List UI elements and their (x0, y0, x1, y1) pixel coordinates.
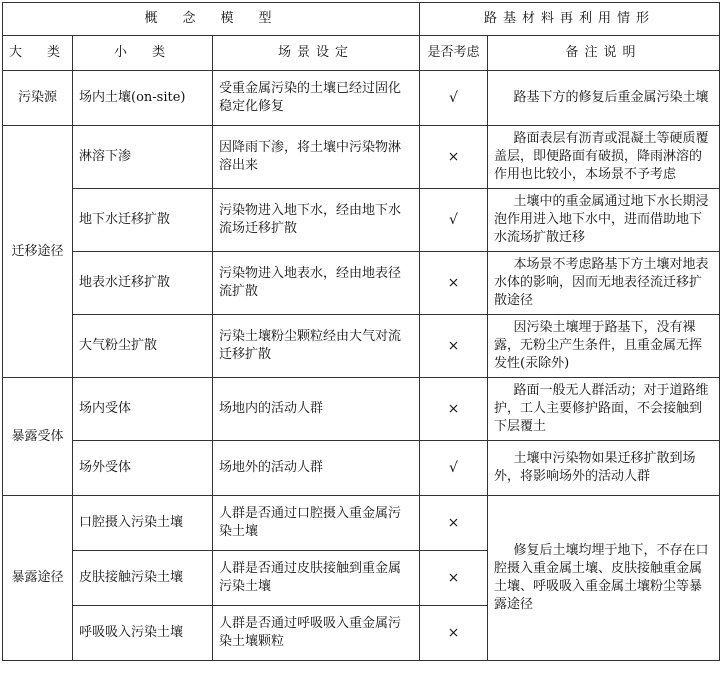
considered-mark: × (420, 606, 488, 661)
considered-mark: × (420, 378, 488, 441)
considered-mark: × (420, 496, 488, 551)
scenario-cell: 人群是否通过皮肤接触到重金属污染土壤 (213, 551, 420, 606)
col-header-considered: 是否考虑 (420, 36, 488, 71)
scenario-cell: 受重金属污染的土壤已经过固化稳定化修复 (213, 71, 420, 126)
minor-category-cell: 皮肤接触污染土壤 (73, 551, 213, 606)
scenario-cell: 人群是否通过呼吸吸入重金属污染土壤颗粒 (213, 606, 420, 661)
minor-category-cell: 场内土壤(on-site) (73, 71, 213, 126)
reuse-situation-header: 路基材料再利用情形 (420, 3, 720, 36)
minor-category-cell: 大气粉尘扩散 (73, 315, 213, 378)
minor-category-cell: 呼吸吸入污染土壤 (73, 606, 213, 661)
table-row (3, 71, 720, 126)
scenario-cell: 污染物进入地下水，经由地下水流场迁移扩散 (213, 189, 420, 252)
major-category-cell: 暴露途径 (3, 496, 73, 661)
note-cell: 路面表层有沥青或混凝土等硬质覆盖层，即便路面有破损，降雨淋溶的作用也比较小，本场景不予考虑 (488, 126, 720, 189)
scenario-cell: 人群是否通过口腔摄入重金属污染土壤 (213, 496, 420, 551)
minor-category-cell: 口腔摄入污染土壤 (73, 496, 213, 551)
considered-mark: × (420, 315, 488, 378)
considered-mark: × (420, 126, 488, 189)
minor-category-cell: 地下水迁移扩散 (73, 189, 213, 252)
table-row (3, 126, 720, 189)
major-category-cell: 暴露受体 (3, 378, 73, 496)
note-cell: 土壤中的重金属通过地下水长期浸泡作用进入地下水中，进而借助地下水流场扩散迁移 (488, 189, 720, 252)
note-cell: 因污染土壤埋于路基下，没有裸露，无粉尘产生条件，且重金属无挥发性(汞除外) (488, 315, 720, 378)
col-header-minor: 小 类 (73, 36, 213, 71)
minor-category-cell: 地表水迁移扩散 (73, 252, 213, 315)
scenario-cell: 场地外的活动人群 (213, 441, 420, 496)
considered-mark: × (420, 551, 488, 606)
note-cell: 路基下方的修复后重金属污染土壤 (488, 71, 720, 126)
minor-category-cell: 场外受体 (73, 441, 213, 496)
scenario-cell: 因降雨下渗，将土壤中污染物淋溶出来 (213, 126, 420, 189)
concept-model-table (2, 2, 720, 661)
table-row (3, 252, 720, 315)
major-category-cell: 污染源 (3, 71, 73, 126)
note-cell: 路面一般无人群活动；对于道路维护，工人主要修护路面，不会接触到下层覆土 (488, 378, 720, 441)
considered-mark: × (420, 252, 488, 315)
col-header-notes: 备注说明 (488, 36, 720, 71)
table-row (3, 378, 720, 441)
major-category-cell: 迁移途径 (3, 126, 73, 378)
scenario-cell: 污染土壤粉尘颗粒经由大气对流迁移扩散 (213, 315, 420, 378)
minor-category-cell: 淋溶下渗 (73, 126, 213, 189)
minor-category-cell: 场内受体 (73, 378, 213, 441)
note-cell: 修复后土壤均埋于地下，不存在口腔摄入重金属土壤、皮肤接触重金属土壤、呼吸吸入重金属土壤粉尘等暴露途径 (488, 496, 720, 661)
considered-mark: √ (420, 189, 488, 252)
col-header-major: 大 类 (3, 36, 73, 71)
table-row (3, 496, 720, 551)
col-header-scenario: 场景设定 (213, 36, 420, 71)
table-row (3, 189, 720, 252)
table-row (3, 441, 720, 496)
note-cell: 土壤中污染物如果迁移扩散到场外，将影响场外的活动人群 (488, 441, 720, 496)
considered-mark: √ (420, 71, 488, 126)
note-cell: 本场景不考虑路基下方土壤对地表水体的影响，因而无地表径流迁移扩散途径 (488, 252, 720, 315)
table-row (3, 315, 720, 378)
considered-mark: √ (420, 441, 488, 496)
concept-model-header: 概 念 模 型 (3, 3, 420, 36)
scenario-cell: 污染物进入地表水，经由地表径流扩散 (213, 252, 420, 315)
scenario-cell: 场地内的活动人群 (213, 378, 420, 441)
